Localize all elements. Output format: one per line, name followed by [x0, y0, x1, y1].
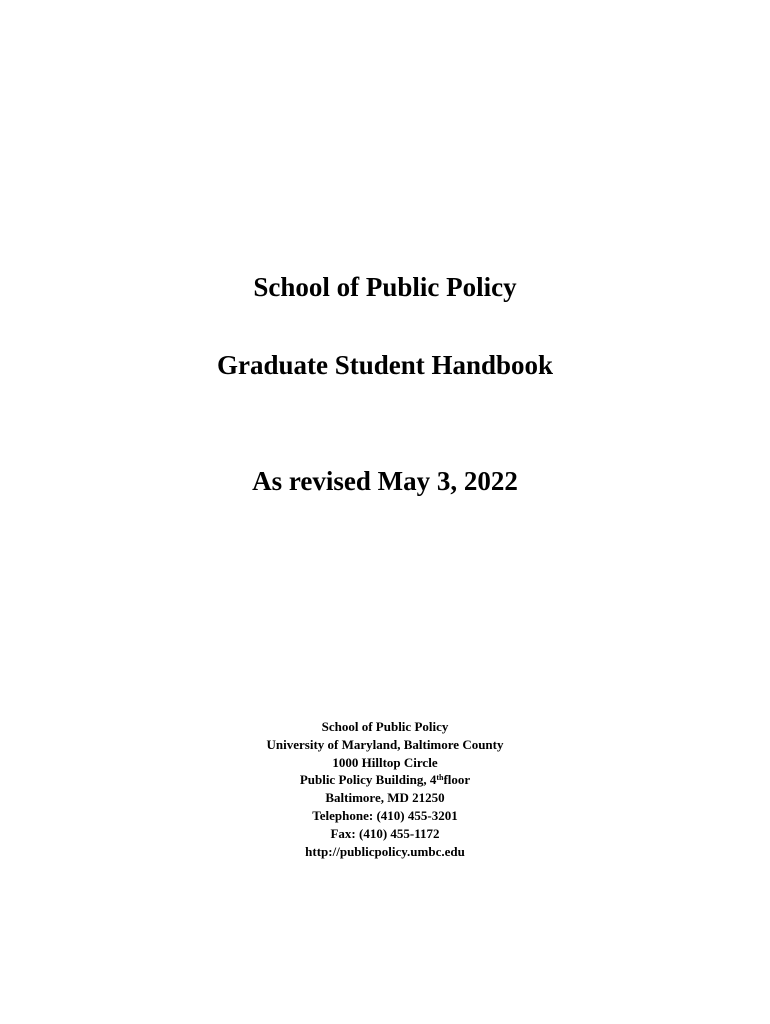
address-building: [0, 771, 770, 789]
document-title: School of Public Policy: [253, 272, 517, 302]
address-website: http://publicpolicy.umbc.edu: [305, 843, 465, 859]
document-subtitle: Graduate Student Handbook: [216, 350, 554, 380]
address-fax: Fax: (410) 455-1172: [330, 825, 440, 841]
address-school-name: School of Public Policy: [321, 719, 449, 734]
revision-date: As revised May 3, 2022: [252, 466, 518, 496]
address-street: 1000 Hilltop Circle: [332, 754, 438, 770]
address-university: University of Maryland, Baltimore County: [266, 736, 504, 752]
address-building-superscript: th: [436, 773, 444, 783]
address-building-prefix: Public Policy Building, 4: [299, 772, 437, 788]
contact-address-block: [0, 718, 770, 860]
address-telephone: Telephone: (410) 455-3201: [312, 807, 458, 823]
address-city: Baltimore, MD 21250: [325, 790, 445, 806]
address-building-suffix: floor: [443, 772, 471, 788]
